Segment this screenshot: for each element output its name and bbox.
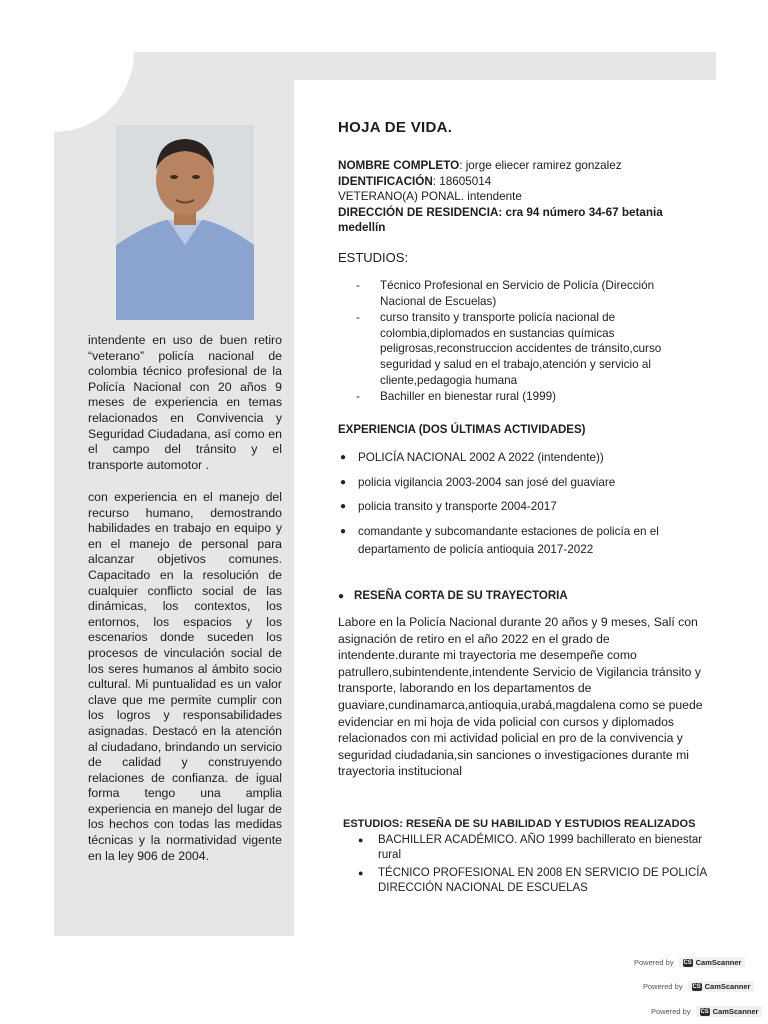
camscanner-icon: CS (700, 1008, 709, 1015)
list-item: - Técnico Profesional en Servicio de Policía (Dirección Nacional de Escuelas) (356, 279, 655, 308)
veterano-line: VETERANO(A) PONAL. intendente (338, 190, 522, 203)
id-value: : 18605014 (432, 174, 492, 188)
list-item: ● BACHILLER ACADÉMICO. AÑO 1999 bachillerato en bienestar rural (358, 834, 703, 861)
id-label: IDENTIFICACIÓN (338, 174, 433, 188)
list-item: ● POLICÍA NACIONAL 2002 A 2022 (intendente)) (340, 451, 604, 464)
profile-photo (116, 125, 254, 320)
profile-summary: intendente en uso de buen retiro “veterano” policía nacional de colombia técnico profesional de la Policía Nacional con 20 años 9 meses de experiencia en temas relacionados en Convivencia y Seguridad Ciudadana, así como en el campo del tránsito y el transporte automotor . (88, 333, 282, 472)
header-band (54, 52, 716, 80)
profile-skills: con experiencia en el manejo del recurso humano, demostrando habilidades en trabajo en equipo y en el manejo de personal para alcanzar objetivos comunes. Capacitado en la resolución de cualquier conflicto social de las dinámicas, los contextos, los entornos, los espacios y los escenarios donde suceden los procesos de vinculación social de los seres humanos al ámbito socio cultural. Mi puntualidad es un valor clave que me permite cumplir con los logros y responsabilidades asignadas. Destacó en la atención al ciudadano, brindando un servicio de calidad y construyendo relaciones de confianza. de igual forma tengo una amplia experiencia en manejo del lugar de los hechos con todas las medidas técnicas y la normatividad vigente en la ley 906 de 2004. (88, 490, 282, 863)
camscanner-icon: CS (692, 983, 701, 990)
list-item: ● policia vigilancia 2003-2004 san josé del guaviare (340, 475, 616, 489)
resena-text: Labore en la Policía Nacional durante 20 años y 9 meses, Salí con asignación de retiro en el año 2022 en el grado de intendente.durante mi trayectoria me desempeñe como patrullero,subintendente,intendente Servicio de Vigilancia tránsito y transporte, laborando en los departamentos de guaviare,cundinamarca,antioquia,urabá,magdalena como se puede evidenciar en mi hoja de vida policial con cursos y diplomados relacionados con mi actividad policial en pro de la convivencia y seguridad ciudadania,sin sanciones o investigaciones durante mi trayectoria institucional (338, 615, 703, 779)
personal-info (338, 158, 708, 236)
nombre-label: NOMBRE COMPLETO (338, 159, 460, 172)
camscanner-watermark: Powered by CS CamScanner (651, 1006, 762, 1017)
list-item: ● TÉCNICO PROFESIONAL EN 2008 EN SERVICIO DE POLICÍA DIRECCIÓN NACIONAL DE ESCUELAS (358, 867, 707, 894)
list-item: - curso transito y transporte policía nacional de colombia,diplomados en sustancias químicas peligrosas,reconstruccion accidentes de tránsito,curso seguridad y salud en el trabajo,atención y servicio al cliente,pedagogia humana (356, 311, 662, 387)
list-item: ● comandante y subcomandante estaciones de policía en el departamento de policía antioquia 2017-2022 (340, 524, 659, 556)
estudios-realizados-heading: ESTUDIOS: RESEÑA DE SU HABILIDAD Y ESTUDIOS REALIZADOS (343, 818, 696, 830)
page-title: HOJA DE VIDA. (338, 119, 453, 136)
nombre-value: : jorge eliecer ramirez gonzalez (459, 159, 622, 172)
estudios-list (356, 278, 696, 406)
camscanner-watermark: Powered by CS CamScanner (634, 957, 745, 968)
direccion-value: cra 94 número 34-67 betania medellín (338, 205, 663, 234)
experiencia-heading: EXPERIENCIA (DOS ÚLTIMAS ACTIVIDADES) (338, 424, 586, 436)
list-item: ● policia transito y transporte 2004-2017 (340, 500, 557, 513)
experiencia-list (338, 449, 708, 566)
camscanner-watermark: Powered by CS CamScanner (643, 981, 754, 992)
resena-heading: ● RESEÑA CORTA DE SU TRAYECTORIA (338, 590, 568, 602)
camscanner-icon: CS (683, 959, 692, 966)
direccion-label: DIRECCIÓN DE RESIDENCIA: (338, 205, 503, 219)
estudios-heading: ESTUDIOS: (338, 250, 409, 265)
estudios-realizados-list (358, 833, 708, 899)
list-item: - Bachiller en bienestar rural (1999) (356, 390, 557, 404)
